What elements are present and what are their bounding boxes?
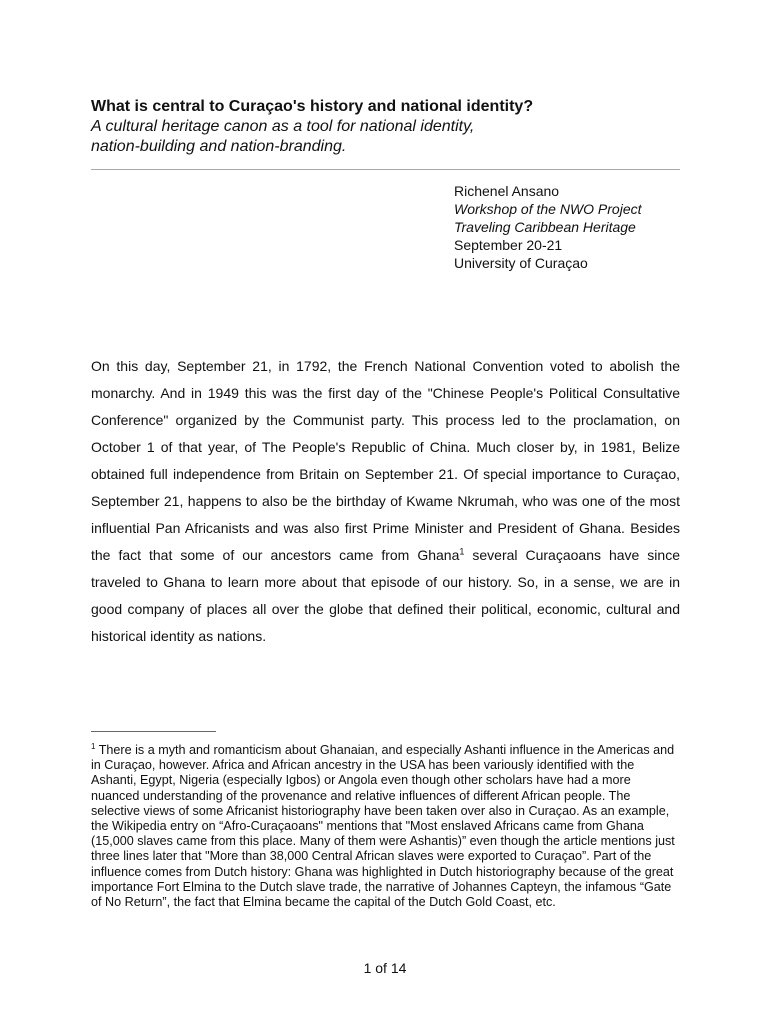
title-divider — [91, 169, 680, 170]
footnote-marker: 1 — [91, 741, 96, 751]
document-subtitle-line-1: A cultural heritage canon as a tool for national identity, — [91, 118, 475, 135]
body-text-part-2: several Curaçaoans have since traveled to Ghana to learn more about that episode of our history. So, in a sense, we are in good company of places all over the globe that defined their political, economic, cultural and historical identity as nations. — [91, 547, 680, 644]
body-text-part-1: On this day, September 21, in 1792, the French National Convention voted to abolish the monarchy. And in 1949 this was the first day of the "Chinese People's Political Consultative Conference" organized by the Communist party. This process led to the proclamation, on October 1 of that year, of The People's Republic of China. Much closer by, in 1981, Belize obtained full independence from Britain on September 21. Of special importance to Curaçao, September 21, happens to also be the birthday of Kwame Nkrumah, who was one of the most influential Pan Africanists and was also first Prime Minister and President of Ghana. Besides the fact that some of our ancestors came from Ghana — [91, 358, 680, 563]
event-date: September 20-21 — [454, 237, 563, 253]
footnote-divider — [91, 731, 216, 732]
footnote — [91, 743, 680, 910]
author-block — [454, 182, 754, 272]
document-subtitle-line-2: nation-building and nation-branding. — [91, 138, 347, 155]
institution: University of Curaçao — [454, 255, 588, 271]
footnote-text: There is a myth and romanticism about Ghanaian, and especially Ashanti influence in the Americas and in Curaçao, however. Africa and African ancestry in the USA has been variously identified with the Ashanti, Egypt, Nigeria (especially Igbos) or Angola even though other scholars have had a more nuanced understanding of the provenance and relative influences of different African people. The selective views of some Africanist historiography have been taken over also in Curaçao. As an example, the Wikipedia entry on “Afro-Curaçaoans" mentions that "Most enslaved Africans came from Ghana (15,000 slaves came from this place. Many of them were Ashantis)” even though the article mentions just three lines later that "More than 38,000 Central African slaves were exported to Curaçao”. Part of the influence comes from Dutch history: Ghana was highlighted in Dutch historiography because of the great importance Fort Elmina to the Dutch slave trade, the narrative of Johannes Capteyn, the infamous “Gate of No Return”, the fact that Elmina became the capital of the Dutch Gold Coast, etc. — [91, 743, 675, 910]
event-name-line-1: Workshop of the NWO Project — [454, 201, 642, 217]
event-name-line-2: Traveling Caribbean Heritage — [454, 219, 636, 235]
author-name: Richenel Ansano — [454, 183, 560, 199]
document-title: What is central to Curaçao's history and national identity? — [91, 98, 534, 115]
footnote-reference[interactable]: 1 — [459, 546, 465, 557]
body-paragraph — [91, 353, 680, 650]
page-number: 1 of 14 — [363, 960, 407, 976]
title-block — [91, 97, 691, 157]
